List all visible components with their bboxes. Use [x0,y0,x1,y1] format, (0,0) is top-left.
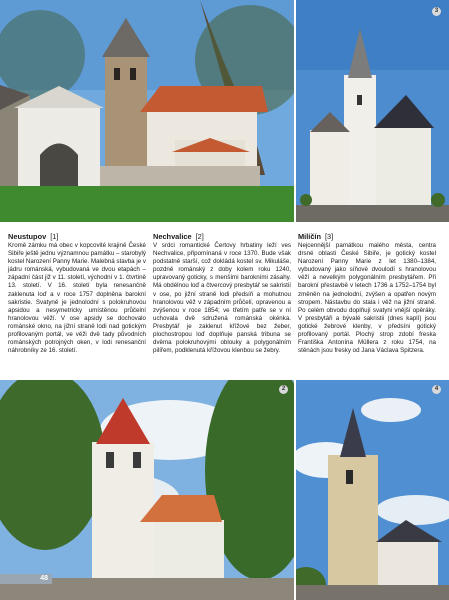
article-number: [2] [195,232,204,241]
photo-milicin-tower [296,380,449,600]
article-body: V srdci romantické Čertovy hrbatiny leží ves Nechvalice, připomínaná v roce 1370. Bude však podstatně starší, což dokládá kostel sv. Mikuláše, pozdně románský z doby kolem roku 1240, upravovaný goticky, s menšími barokními zásahy. Má obdélnou loď a čtvercový presbytář se sakristií v ose, po jižní straně lodi předsíň a mohutnou hranolovou věž v západním průčelí, opravenou a zvýšenou v roce 1854; ve třetím patře se v ní uchovala dvě sdružená románská okénka. Presbytář je zaklenut křížové bez žeber, plochostropou loď doplňuje panská tribuna se dvěma polokruhovými oblouky a polygonálním pilířem, podklenutá křížovou klenbou se žebry. [153,242,291,355]
page-number: 48 [0,574,52,584]
article-title: Nechvalice [153,232,192,241]
article-milicin [298,232,436,355]
article-title: Neustupov [8,232,47,241]
photo-badge-3: 3 [432,7,441,16]
article-title: Milíčín [298,232,321,241]
article-number: [3] [325,232,334,241]
photo-badge-4: 4 [432,385,441,394]
photo-badge-2: 2 [279,385,288,394]
article-heading [8,232,146,241]
photo-milicin-church [296,0,449,222]
article-body: Kromě zámku má obec v kopcovité krajině České Sibiře ještě jednu významnou památku – starobylý kostel Narození Panny Marie. Malebná stavba je v jádru románská, vybudovaná ve dvou etapách – západní část již v 11. století, východní v 1. čtvrtině 13. století. V 16. století byla renesančně zaklenuta loď a v roce 1757 doplněna barokní sakristie. Svatyně je jednolodní s polokruhovou apsidou a nesymetricky umístěnou průčelní hranolovou věží. V ose apsidy se dochovalo románské okno, na jižní straně lodi nad gotickým profilovaným portál, ve věži dvě tady původních románských potrojných oken, v lodi renesanční náhrobníky ze 16. století. [8,242,146,355]
article-heading [153,232,291,241]
article-number: [1] [50,232,59,241]
article-neustupov [8,232,146,355]
article-heading [298,232,436,241]
article-body: Nejcennější památkou malého města, centra drsné oblasti České Sibiře, je gotický kostel Narození Panny Marie z let 1380–1384, vybudovaný jako síňové dvoulodí s hranolovou věží a nevelkým polygonálním presbytářem. Při barokní přestavbě v letech 1736 a 1752–1754 byl změněn na jednolodní, zvýšen a opatřen novým stropem. Nástavbu do stala i věž na jižní straně. Po celém obvodu doplňují svatyni vnější opěráky. V presbytáři a bývalé sakristii (dnes kaplí) jsou gotické žebrové klenby, v předsíni gotický profilovaný portál. Plochý strop zdobí freska Františka Antonína Müllera z roku 1754, na stěnách jsou fresky od Jana Václava Spitzera. [298,242,436,355]
photo-nechvalice-church [0,380,294,600]
article-nechvalice [153,232,291,355]
photo-neustupov-church [0,0,294,222]
